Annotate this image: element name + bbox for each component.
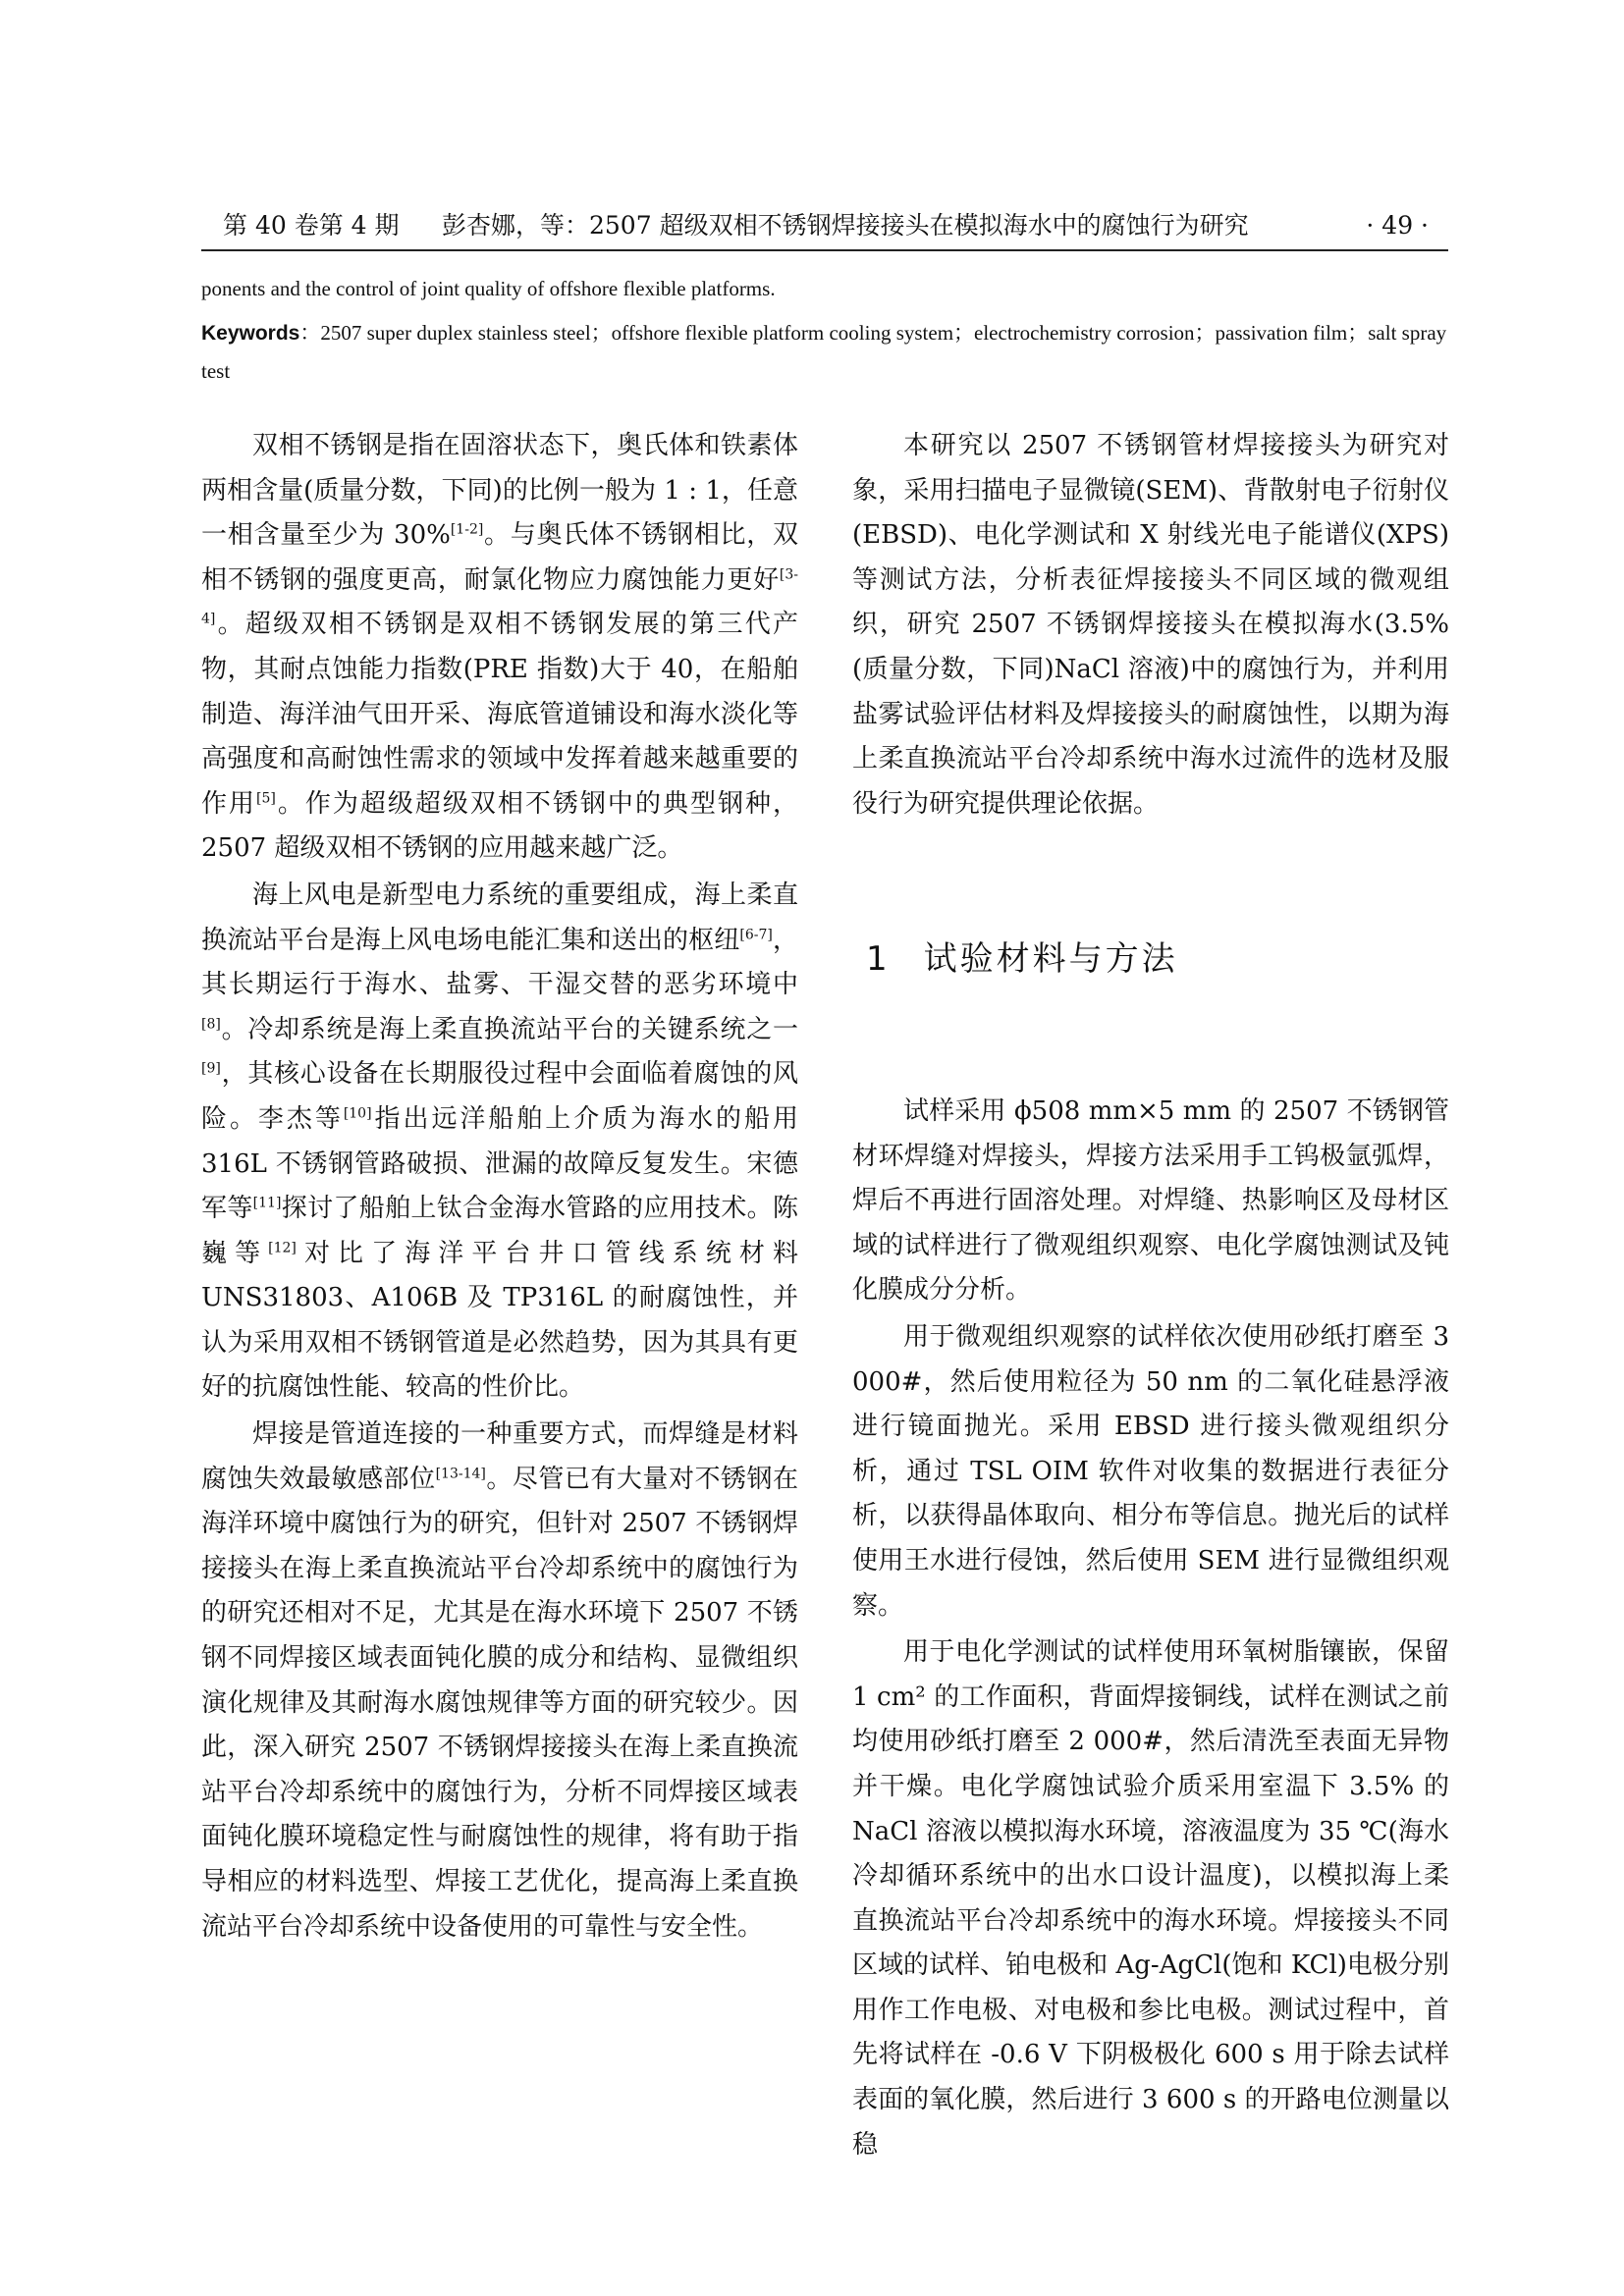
paragraph-intro-3: 焊接是管道连接的一种重要方式，而焊缝是材料腐蚀失效最敏感部位[13-14]。尽管已有大量对不锈钢在海洋环境中腐蚀行为的研究，但针对 2507 不锈钢焊接接头在海上柔直换流站平台冷却系统中的腐蚀行为的研究还相对不足，尤其是在海水环境下 2507 不锈钢不同焊接区域表面钝化膜的成分和结构、显微组织演化规律及其耐海水腐蚀规律等方面的研究较少。因此，深入研究 2507 不锈钢焊接接头在海上柔直换流站平台冷却系统中的腐蚀行为，分析不同焊接区域表面钝化膜环境稳定性与耐腐蚀性的规律，将有助于指导相应的材料选型、焊接工艺优化，提高海上柔直换流站平台冷却系统中设备使用的可靠性与安全性。 [201, 1419, 798, 1942]
paragraph-research-scope: 本研究以 2507 不锈钢管材焊接接头为研究对象，采用扫描电子显微镜(SEM)、背散射电子衍射仪(EBSD)、电化学测试和 X 射线光电子能谱仪(XPS)等测试方法，分析表征焊接接头不同区域的微观组织，研究 2507 不锈钢焊接接头在模拟海水(3.5%(质量分数，下同)NaCl 溶液)中的腐蚀行为，并利用盐雾试验评估材料及焊接接头的耐腐蚀性，以期为海上柔直换流站平台冷却系统中海水过流件的选材及服役行为研究提供理论依据。 [852, 431, 1449, 819]
citation: [3-4] [201, 566, 798, 627]
paragraph-electrochem: 用于电化学测试的试样使用环氧树脂镶嵌，保留 1 cm² 的工作面积，背面焊接铜线，试样在测试之前均使用砂纸打磨至 2 000#，然后清洗至表面无异物并干燥。电化学腐蚀试验介质采用室温下 3.5% 的 NaCl 溶液以模拟海水环境，溶液温度为 35 ℃(海水冷却循环系统中的出水口设计温度)，以模拟海上柔直换流站平台冷却系统中的海水环境。焊接接头不同区域的试样、铂电极和 Ag-AgCl(饱和 KCl)电极分别用作工作电极、对电极和参比电极。测试过程中，首先将试样在 -0.6 V 下阴极极化 600 s 用于除去试样表面的氧化膜，然后进行 3 600 s 的开路电位测量以稳 [852, 1637, 1449, 2160]
citation: [12] [268, 1240, 297, 1256]
keywords-text: ：2507 super duplex stainless steel；offshore flexible platform cooling system；electrochemistry corrosion；passivation film；salt spray test [201, 321, 1447, 383]
right-column-body [852, 1090, 1449, 2167]
section-title: 试验材料与方法 [923, 939, 1178, 979]
citation: [11] [252, 1195, 282, 1211]
citation: [1-2] [450, 521, 484, 538]
paragraph-intro-1: 双相不锈钢是指在固溶状态下，奥氏体和铁素体两相含量(质量分数，下同)的比例一般为 1 : 1，任意一相含量至少为 30%[1-2]。与奥氏体不锈钢相比，双相不锈钢的强度更高，耐氯化物应力腐蚀能力更好[3-4]。超级双相不锈钢是双相不锈钢发展的第三代产物，其耐点蚀能力指数(PRE 指数)大于 40，在船舶制造、海洋油气田开采、海底管道铺设和海水淡化等高强度和高耐蚀性需求的领域中发挥着越来越重要的作用[5]。作为超级超级双相不锈钢中的典型钢种，2507 超级双相不锈钢的应用越来越广泛。 [201, 431, 798, 864]
citation: [8] [201, 1016, 221, 1033]
citation: [13-14] [435, 1466, 486, 1481]
citation: [6-7] [739, 926, 773, 942]
section-heading [866, 937, 1455, 981]
paragraph-materials: 试样采用 ϕ508 mm×5 mm 的 2507 不锈钢管材环焊缝对焊接头，焊接方法采用手工钨极氩弧焊，焊后不再进行固溶处理。对焊缝、热影响区及母材区域的试样进行了微观组织观察、电化学腐蚀测试及钝化膜成分分析。 [852, 1096, 1449, 1306]
abstract-tail: ponents and the control of joint quality of offshore flexible platforms. [201, 277, 776, 300]
journal-volume: 第 40 卷第 4 期 [223, 211, 400, 240]
keywords-label: Keywords [201, 322, 300, 345]
page-number: · 49 · [1366, 211, 1429, 240]
keywords [201, 314, 1448, 390]
citation: [9] [201, 1060, 221, 1077]
left-column [201, 424, 798, 1949]
section-number: 1 [866, 939, 891, 979]
right-column [852, 424, 1449, 827]
paragraph-intro-2: 海上风电是新型电力系统的重要组成，海上柔直换流站平台是海上风电场电能汇集和送出的枢纽[6-7]，其长期运行于海水、盐雾、干湿交替的恶劣环境中[8]。冷却系统是海上柔直换流站平台的关键系统之一[9]，其核心设备在长期服役过程中会面临着腐蚀的风险。李杰等[10]指出远洋船舶上介质为海水的船用 316L 不锈钢管路破损、泄漏的故障反复发生。宋德军等[11]探讨了船舶上钛合金海水管路的应用技术。陈巍等[12]对比了海洋平台井口管线系统材料 UNS31803、A106B 及 TP316L 的耐腐蚀性，并认为采用双相不锈钢管道是必然趋势，因为其具有更好的抗腐蚀性能、较高的性价比。 [201, 880, 798, 1403]
running-header [201, 206, 1448, 251]
paragraph-microstructure: 用于微观组织观察的试样依次使用砂纸打磨至 3 000#，然后使用粒径为 50 nm 的二氧化硅悬浮液进行镜面抛光。采用 EBSD 进行接头微观组织分析，通过 TSL OIM 软件对收集的数据进行表征分析，以获得晶体取向、相分布等信息。抛光后的试样使用王水进行侵蚀，然后使用 SEM 进行显微组织观察。 [852, 1321, 1449, 1621]
citation: [10] [343, 1105, 372, 1122]
running-title: 彭杏娜，等：2507 超级双相不锈钢焊接接头在模拟海水中的腐蚀行为研究 [442, 211, 1249, 240]
citation: [5] [256, 790, 276, 807]
